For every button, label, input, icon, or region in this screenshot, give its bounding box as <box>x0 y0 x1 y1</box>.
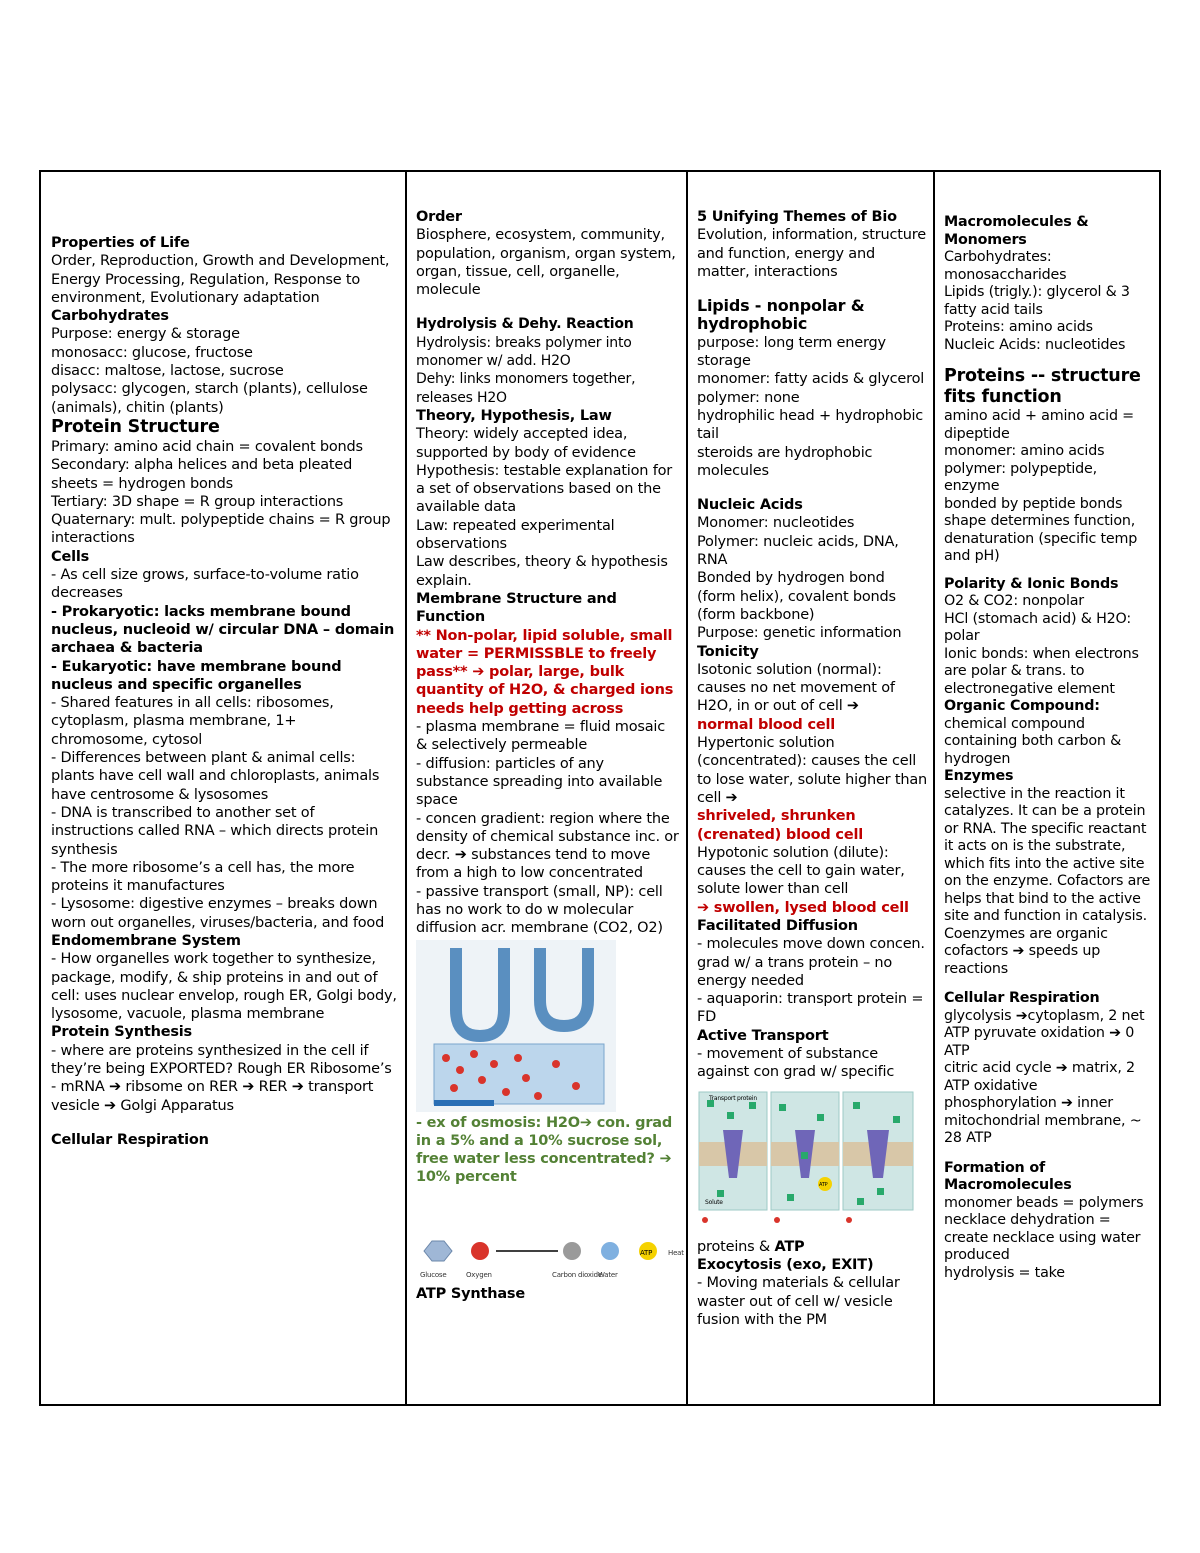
heading-exocytosis: Exocytosis (exo, EXIT) <box>697 1256 874 1273</box>
enzymes-text: selective in the reaction it catalyzes. It can be a protein or RNA. The specific reactant it acts on is the substrate, which fits into the active site on the enzyme. Cofactors are helps that bind to the active site and function in catalysis. Coenzymes are organic cofactors ➔ speeds up reactions <box>944 785 1151 977</box>
nucleic-line: Polymer: nucleic acids, DNA, RNA <box>697 533 899 569</box>
heading-organic-compound: Organic Compound: <box>944 698 1100 714</box>
organic-text: chemical compound containing both carbon & hydrogen <box>944 715 1122 767</box>
lipids-line: hydrophilic head + hydrophobic tail <box>697 407 924 443</box>
proteins-atp-text: proteins & <box>697 1238 775 1255</box>
fig-label-atp: ATP <box>640 1248 653 1257</box>
macro-line: Lipids (trigly.): glycerol & 3 fatty acid tails <box>944 284 1130 318</box>
heading-tonicity: Tonicity <box>697 643 759 660</box>
column-1 <box>41 172 407 1404</box>
heading-facilitated-diffusion: Facilitated Diffusion <box>697 917 858 934</box>
membrane-line: - plasma membrane = fluid mosaic & selectively permeable <box>416 719 666 754</box>
cells-prokaryotic: - Prokaryotic: lacks membrane bound nucleus, nucleoid w/ circular DNA – domain archaea & bacteria <box>51 603 395 657</box>
polarity-line: HCl (stomach acid) & H2O: polar <box>944 610 1131 644</box>
cells-line: - Differences between plant & animal cells: plants have cell wall and chloroplasts, animals have centrosome & lysosomes <box>51 750 380 803</box>
carbs-line: Purpose: energy & storage <box>51 326 240 343</box>
hypotonic-result: ➔ swollen, lysed blood cell <box>697 899 909 916</box>
formation-line: hydrolysis = take <box>944 1264 1065 1281</box>
hypertonic-result: shriveled, shrunken (crenated) blood cell <box>697 808 864 843</box>
theory-line: Law: repeated experimental observations <box>416 517 615 553</box>
fig-label-carbon-dioxide: Carbon dioxide <box>552 1270 602 1279</box>
heading-carbohydrates: Carbohydrates <box>51 308 169 325</box>
heading-atp-synthase: ATP Synthase <box>416 1285 525 1302</box>
heading-enzymes: Enzymes <box>944 768 1014 784</box>
polarity-line: O2 & CO2: nonpolar <box>944 593 1084 609</box>
lipids-line: polymer: none <box>697 389 800 406</box>
facilitated-line: - molecules move down concen. grad w/ a trans protein – no energy needed <box>697 936 925 989</box>
themes-text: Evolution, information, structure and function, energy and matter, interactions <box>697 227 926 280</box>
cells-line: - DNA is transcribed to another set of instructions called RNA – which directs protein synthesis <box>51 804 379 858</box>
heading-lipids: Lipids - nonpolar & hydrophobic <box>697 296 865 334</box>
heading-proteins-structure: Proteins -- structure fits function <box>944 366 1141 407</box>
fig-label-water: Water <box>598 1270 618 1279</box>
hydrolysis-line: Hydrolysis: breaks polymer into monomer w/ add. H2O <box>416 334 632 370</box>
nucleic-line: Purpose: genetic information <box>697 625 902 642</box>
membrane-line: - passive transport (small, NP): cell has no work to do w molecular diffusion acr. membrane (CO2, O2) <box>416 883 663 937</box>
macro-line: Carbohydrates: monosaccharides <box>944 249 1067 283</box>
notes-table <box>39 170 1161 1406</box>
fig-label-solute: Solute <box>705 1198 723 1206</box>
heading-formation-macromolecules: Formation of Macromolecules <box>944 1159 1072 1193</box>
heading-protein-structure: Protein Structure <box>51 416 220 437</box>
respiration-line: citric acid cycle ➔ matrix, 2 ATP oxidative phosphorylation ➔ inner mitochondrial membrane, ~ 28 ATP <box>944 1060 1142 1146</box>
macro-line: Proteins: amino acids <box>944 319 1093 335</box>
osmosis-green-note: - ex of osmosis: H2O➔ con. grad in a 5% and a 10% sucrose sol, free water less concentrated? ➔ 10% percent <box>416 1114 673 1186</box>
exocytosis-text: - Moving materials & cellular waster out of cell w/ vesicle fusion with the PM <box>697 1275 900 1328</box>
proteins-line: amino acid + amino acid = dipeptide <box>944 408 1134 442</box>
heading-nucleic-acids: Nucleic Acids <box>697 497 803 514</box>
membrane-line: - concen gradient: region where the density of chemical substance inc. or decr. ➔ substances tend to move from a high to low concentrated <box>416 810 679 882</box>
column-2 <box>407 172 688 1404</box>
protein-structure-line: Tertiary: 3D shape = R group interactions <box>51 493 344 510</box>
heading-active-transport: Active Transport <box>697 1027 829 1044</box>
heading-endomembrane: Endomembrane System <box>51 932 241 949</box>
hypertonic-text: Hypertonic solution (concentrated): causes the cell to lose water, solute higher than cell ➔ <box>697 735 927 806</box>
fig-label-atp: ATP <box>819 1181 828 1188</box>
lipids-line: monomer: fatty acids & glycerol <box>697 371 925 388</box>
heading-order: Order <box>416 209 462 225</box>
osmosis-figure <box>416 940 616 1112</box>
heading-polarity: Polarity & Ionic Bonds <box>944 575 1119 592</box>
heading-theory: Theory, Hypothesis, Law <box>416 407 612 424</box>
cells-line: - Lysosome: digestive enzymes – breaks down worn out organelles, viruses/bacteria, and food <box>51 896 385 931</box>
proteins-line: bonded by peptide bonds <box>944 495 1123 512</box>
respiration-line: glycolysis ➔cytoplasm, 2 net ATP pyruvate oxidation ➔ 0 ATP <box>944 1007 1145 1059</box>
facilitated-line: - aquaporin: transport protein = FD <box>697 991 924 1026</box>
proteins-line: monomer: amino acids <box>944 443 1105 459</box>
fig-label-heat: Heat <box>668 1248 684 1257</box>
proteins-atp-bold: ATP <box>774 1238 805 1255</box>
properties-text: Order, Reproduction, Growth and Development, Energy Processing, Regulation, Response to environment, Evolutionary adaptation <box>51 253 390 306</box>
synthesis-line: - mRNA ➔ ribsome on RER ➔ RER ➔ transport vesicle ➔ Golgi Apparatus <box>51 1079 374 1114</box>
cells-eukaryotic: - Eukaryotic: have membrane bound nucleus and specific organelles <box>51 658 342 693</box>
proteins-atp-line <box>697 1238 927 1256</box>
order-text: Biosphere, ecosystem, community, population, organism, organ system, organ, tissue, cell, organelle, molecule <box>416 227 676 299</box>
cells-line: - As cell size grows, surface-to-volume ratio decreases <box>51 567 359 602</box>
fig-label-oxygen: Oxygen <box>466 1270 492 1279</box>
nucleic-line: Bonded by hydrogen bond (form helix), covalent bonds (form backbone) <box>697 570 896 623</box>
theory-line: Hypothesis: testable explanation for a set of observations based on the available data <box>416 462 673 516</box>
theory-line: Theory: widely accepted idea, supported by body of evidence <box>416 426 636 461</box>
carbs-line: disacc: maltose, lactose, sucrose <box>51 363 284 380</box>
formation-line: necklace dehydration = create necklace using water produced <box>944 1212 1141 1263</box>
heading-macromolecules: Macromolecules & Monomers <box>944 214 1089 248</box>
active-transport-figure <box>697 1090 917 1232</box>
isotonic-text: Isotonic solution (normal): causes no net movement of H2O, in or out of cell ➔ <box>697 661 895 715</box>
hypotonic-text: Hypotonic solution (dilute): causes the cell to gain water, solute lower than cell <box>697 844 905 898</box>
heading-hydrolysis: Hydrolysis & Dehy. Reaction <box>416 316 634 333</box>
macro-line: Nucleic Acids: nucleotides <box>944 336 1126 353</box>
lipids-line: steroids are hydrophobic molecules <box>697 444 873 479</box>
cells-line: - The more ribosome’s a cell has, the more proteins it manufactures <box>51 859 355 895</box>
fig-label-glucose: Glucose <box>420 1270 447 1279</box>
carbs-line: polysacc: glycogen, starch (plants), cellulose (animals), chitin (plants) <box>51 381 368 416</box>
protein-structure-line: Quaternary: mult. polypeptide chains = R group interactions <box>51 512 391 547</box>
isotonic-result: normal blood cell <box>697 716 836 733</box>
proteins-line: shape determines function, denaturation (specific temp and pH) <box>944 513 1138 564</box>
fig-label-transport-protein: Transport protein <box>709 1094 757 1102</box>
nucleic-line: Monomer: nucleotides <box>697 515 855 532</box>
polarity-line: Ionic bonds: when electrons are polar & trans. to electronegative element <box>944 645 1139 697</box>
heading-cells: Cells <box>51 548 90 565</box>
heading-cellular-respiration-2: Cellular Respiration <box>944 990 1100 1006</box>
column-4 <box>935 172 1159 1404</box>
heading-properties-of-life: Properties of Life <box>51 235 190 251</box>
heading-cellular-respiration: Cellular Respiration <box>51 1131 209 1148</box>
theory-line: Law describes, theory & hypothesis explain. <box>416 554 668 589</box>
active-transport-text: - movement of substance against con grad w/ specific <box>697 1046 895 1081</box>
heading-protein-synthesis: Protein Synthesis <box>51 1024 192 1041</box>
heading-membrane: Membrane Structure and Function <box>416 590 617 626</box>
heading-unifying-themes: 5 Unifying Themes of Bio <box>697 209 897 225</box>
hydrolysis-line: Dehy: links monomers together, releases H2O <box>416 371 636 406</box>
endomembrane-text: - How organelles work together to synthesize, package, modify, & ship proteins in and out of cell: uses nuclear envelop, rough ER, Golgi body, lysosome, vacuole, plasma membrane <box>51 951 397 1023</box>
lipids-line: purpose: long term energy storage <box>697 334 886 370</box>
carbs-line: monosacc: glucose, fructose <box>51 344 253 361</box>
protein-structure-line: Primary: amino acid chain = covalent bonds <box>51 438 363 455</box>
column-3 <box>688 172 935 1404</box>
proteins-line: polymer: polypeptide, enzyme <box>944 460 1097 494</box>
membrane-red-note: ** Non-polar, lipid soluble, small water = PERMISSBLE to freely pass** ➔ polar, large, bulk quantity of H2O, & charged ions needs help getting across <box>416 627 674 717</box>
protein-structure-line: Secondary: alpha helices and beta pleated sheets = hydrogen bonds <box>51 457 353 492</box>
membrane-line: - diffusion: particles of any substance spreading into available space <box>416 755 663 809</box>
cells-line: - Shared features in all cells: ribosomes, cytoplasm, plasma membrane, 1+ chromosome, cytosol <box>51 695 334 748</box>
synthesis-line: - where are proteins synthesized in the cell if they’re being EXPORTED? Rough ER Ribosome’s <box>51 1042 392 1078</box>
formation-line: monomer beads = polymers <box>944 1194 1144 1211</box>
